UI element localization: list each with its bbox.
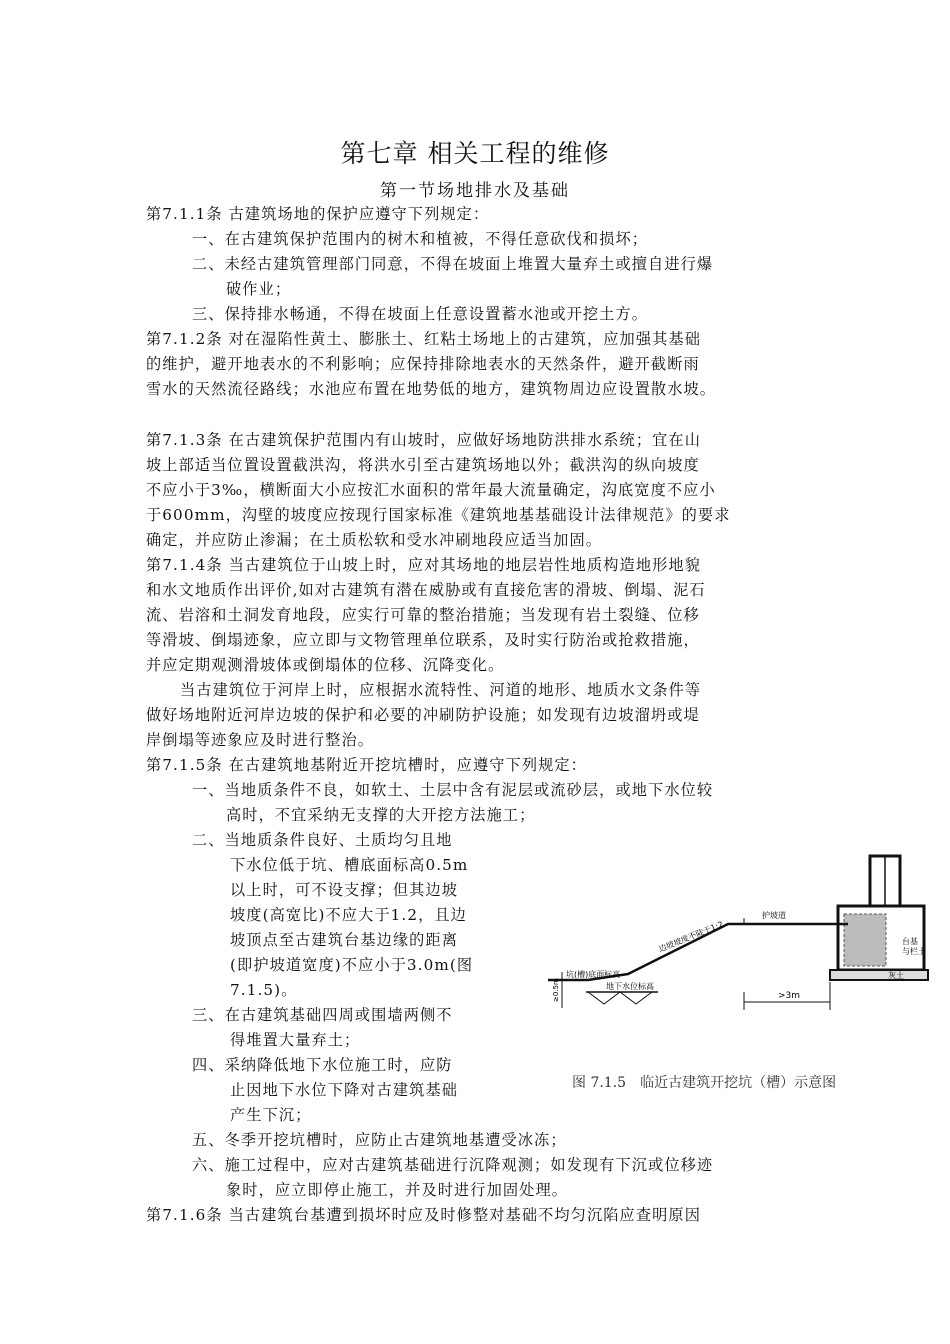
text-line: 五、冬季开挖坑槽时，应防止古建筑地基遭受冰冻； <box>192 1131 567 1149</box>
text-line: 一、在古建筑保护范围内的树木和植被，不得任意砍伐和损坏； <box>192 230 649 248</box>
text-line: 二、当地质条件良好、土质均匀且地 <box>192 831 453 849</box>
label-dim-vertical: ≥0.5m <box>552 978 560 1002</box>
chapter-title: 第七章 相关工程的维修 <box>340 139 610 168</box>
text-line: 二、未经古建筑管理部门同意，不得在坡面上堆置大量弃土或擅自进行爆 <box>192 255 714 273</box>
groundwater-hatch <box>588 992 652 1004</box>
text-line: 三、在古建筑基础四周或围墙两侧不 <box>192 1006 453 1024</box>
text-line: 不应小于3‰，横断面大小应按汇水面积的常年最大流量确定，沟底宽度不应小 <box>146 481 716 499</box>
text-line: 第7.1.1条 古建筑场地的保护应遵守下列规定： <box>146 205 490 223</box>
text-line: 当古建筑位于河岸上时，应根据水流特性、河道的地形、地质水文条件等 <box>180 681 702 699</box>
platform-hatch <box>844 914 886 966</box>
text-line: 雪水的天然流径路线；水池应布置在地势低的地方，建筑物周边应设置散水坡。 <box>146 380 717 398</box>
text-line: 等滑坡、倒塌迹象，应立即与文物管理单位联系，及时实行防治或抢救措施， <box>146 631 700 649</box>
label-fill: 灰土 <box>888 971 904 980</box>
text-line: 第7.1.5条 在古建筑地基附近开挖坑槽时，应遵守下列规定： <box>146 756 587 774</box>
text-line: 7.1.5)。 <box>230 981 298 999</box>
text-line: 做好场地附近河岸边坡的保护和必要的冲刷防护设施；如发现有边坡溜坍或堤 <box>146 706 700 724</box>
fill-layer <box>830 970 928 980</box>
text-line: 第7.1.3条 在古建筑保护范围内有山坡时，应做好场地防洪排水系统；宜在山 <box>146 431 701 449</box>
text-line: 坡顶点至古建筑台基边缘的距离 <box>230 931 459 949</box>
section-title: 第一节场地排水及基础 <box>380 181 570 201</box>
label-platform: 台基 <box>902 937 918 946</box>
label-dim-horizontal: >3m <box>778 991 801 1001</box>
text-line: 得堆置大量弃土； <box>230 1031 361 1049</box>
text-line: 以上时，可不设支撑；但其边坡 <box>230 881 459 899</box>
text-line: (即护坡道宽度)不应小于3.0m(图 <box>230 956 474 974</box>
text-line: 岸倒塌等迹象应及时进行整治。 <box>146 731 375 749</box>
text-line: 一、当地质条件不良，如软土、土层中含有泥层或流砂层，或地下水位较 <box>192 781 714 799</box>
text-line: 坡上部适当位置设置截洪沟，将洪水引至古建筑场地以外；截洪沟的纵向坡度 <box>146 456 700 474</box>
text-line: 的维护，避开地表水的不利影响；应保持排除地表水的天然条件，避开截断雨 <box>146 355 700 373</box>
figure-7-1-5 <box>548 852 926 1062</box>
text-line: 象时，应立即停止施工，并及时进行加固处理。 <box>226 1181 569 1199</box>
label-berm: 护坡道 <box>762 911 786 920</box>
label-groundwater: 地下水位标高 <box>606 982 654 991</box>
text-line: 确定，并应防止渗漏；在土质松软和受水冲刷地段应适当加固。 <box>146 531 603 549</box>
text-line: 六、施工过程中，应对古建筑基础进行沉降观测；如发现有下沉或位移迹 <box>192 1156 714 1174</box>
label-pit-bottom: 坑(槽)底面标高 <box>566 970 621 979</box>
text-line: 三、保持排水畅通，不得在坡面上任意设置蓄水池或开挖土方。 <box>192 305 649 323</box>
text-line: 并应定期观测滑坡体或倒塌体的位移、沉降变化。 <box>146 656 505 674</box>
text-line: 流、岩溶和土洞发育地段，应实行可靠的整治措施；当发现有岩土裂缝、位移 <box>146 606 700 624</box>
text-line: 下水位低于坑、槽底面标高0.5m <box>230 856 469 874</box>
figure-caption: 图 7.1.5 临近古建筑开挖坑（槽）示意图 <box>572 1075 837 1091</box>
text-line: 产生下沉； <box>230 1106 312 1124</box>
text-line: 止因地下水位下降对古建筑基础 <box>230 1081 459 1099</box>
label-wall: 与栏土 <box>902 947 926 956</box>
text-line: 高时，不宜采纳无支撑的大开挖方法施工； <box>226 806 536 824</box>
label-slope: 边坡坡度不陡于1:2 <box>657 919 725 954</box>
text-line: 四、采纳降低地下水位施工时，应防 <box>192 1056 453 1074</box>
text-line: 于600mm，沟壁的坡度应按现行国家标准《建筑地基基础设计法律规范》的要求 <box>146 506 731 524</box>
text-line: 和水文地质作出评价,如对古建筑有潜在威胁或有直接危害的滑坡、倒塌、泥石 <box>146 581 706 599</box>
text-line: 第7.1.2条 对在湿陷性黄土、膨胀土、红粘土场地上的古建筑，应加强其基础 <box>146 330 701 348</box>
text-line: 坡度(高宽比)不应大于1.2，且边 <box>230 906 467 924</box>
text-line: 破作业； <box>226 280 292 298</box>
text-line: 第7.1.6条 当古建筑台基遭到损坏时应及时修整对基础不均匀沉陷应查明原因 <box>146 1206 701 1224</box>
text-line: 第7.1.4条 当古建筑位于山坡上时，应对其场地的地层岩性地质构造地形地貌 <box>146 556 701 574</box>
